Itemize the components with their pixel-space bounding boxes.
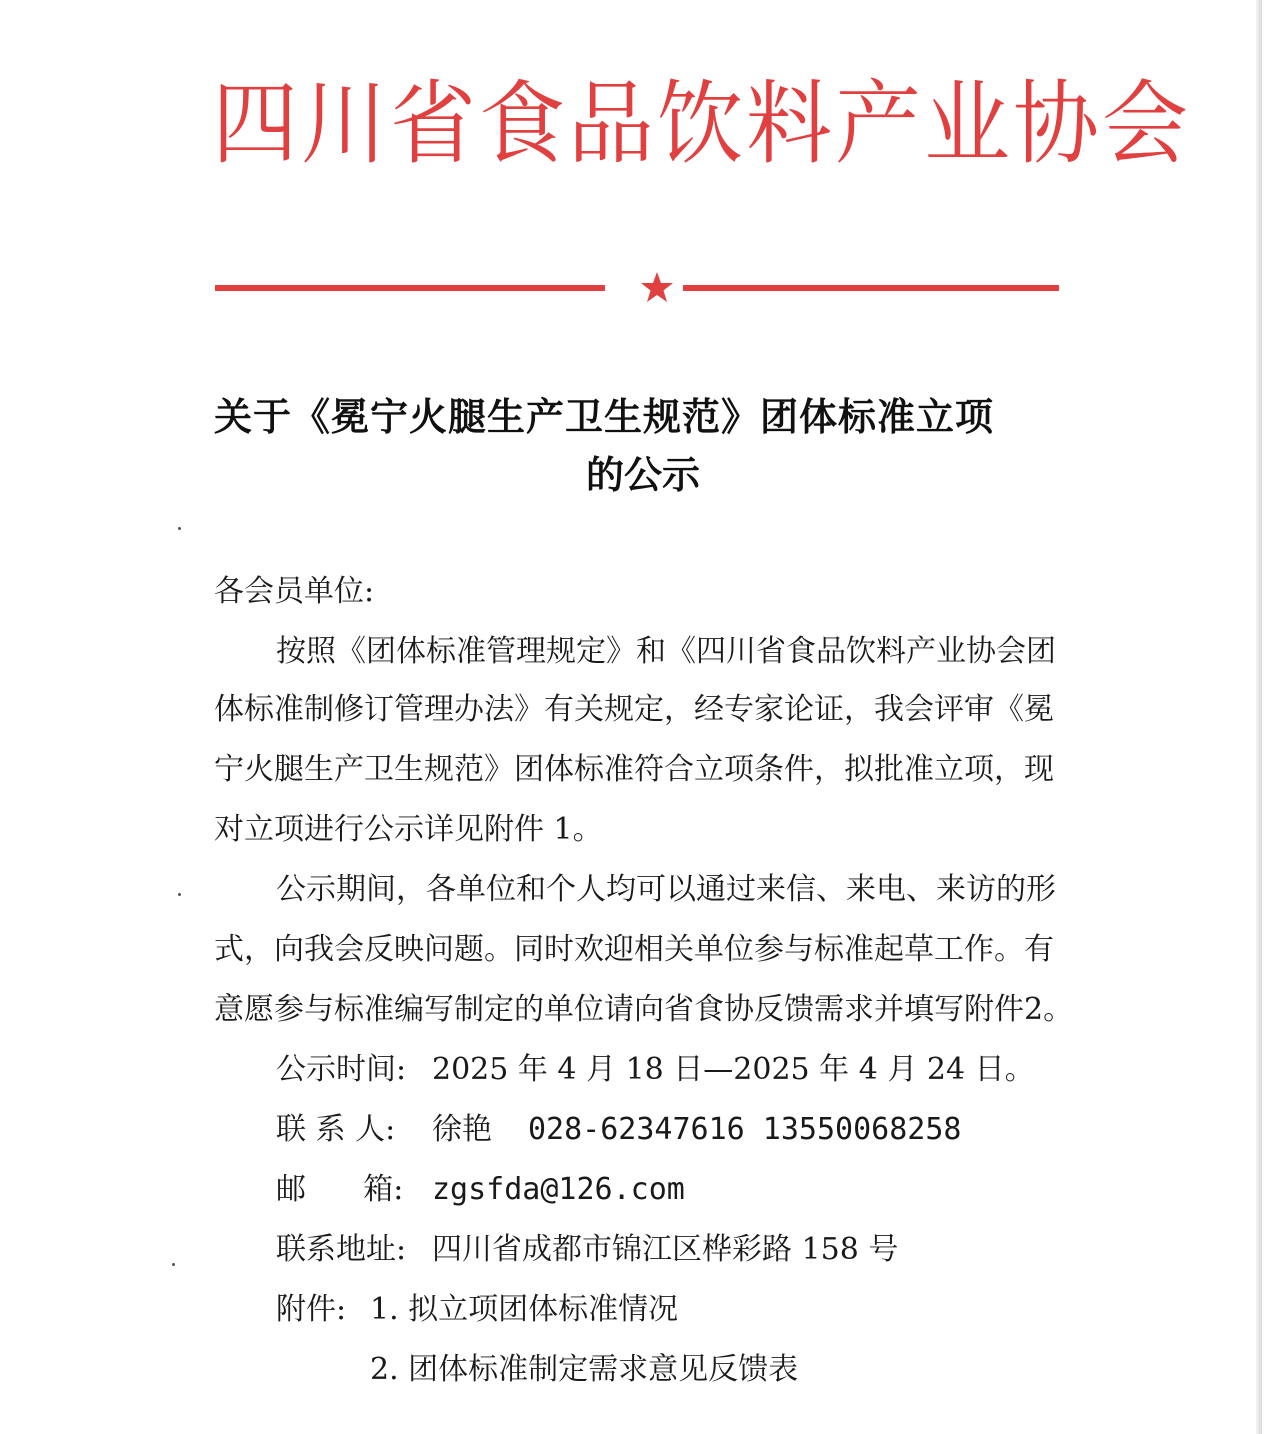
attachment-item: 1. 拟立项团体标准情况 bbox=[370, 1292, 679, 1327]
address-value: 四川省成都市锦江区桦彩路 158 号 bbox=[432, 1232, 899, 1267]
paragraph-1-line-1: 按照《团体标准管理规定》和《四川省食品饮料产业协会团 bbox=[276, 634, 1056, 669]
paragraph-2-line-2: 式，向我会反映问题。同时欢迎相关单位参与标准起草工作。有 bbox=[214, 932, 1054, 967]
scan-speck bbox=[172, 1263, 175, 1266]
attachments-label: 附件: bbox=[276, 1292, 347, 1327]
period-value: 2025 年 4 月 18 日—2025 年 4 月 24 日。 bbox=[432, 1052, 1035, 1087]
letterhead-organization-name: 四川省食品饮料产业协会 bbox=[212, 71, 1191, 178]
paragraph-1-line-2: 体标准制修订管理办法》有关规定，经专家论证，我会评审《冕 bbox=[214, 692, 1054, 727]
scan-speck bbox=[178, 527, 181, 530]
document-title-line-2: 的公示 bbox=[586, 453, 701, 497]
letterhead-rule-right bbox=[683, 285, 1059, 291]
address-label: 联系地址: bbox=[276, 1232, 407, 1267]
page-edge-shadow bbox=[1256, 0, 1262, 1434]
email-label: 邮 箱: bbox=[276, 1172, 404, 1207]
salutation: 各会员单位: bbox=[214, 574, 375, 609]
letterhead-rule-left bbox=[215, 285, 605, 291]
paragraph-2-line-1: 公示期间，各单位和个人均可以通过来信、来电、来访的形 bbox=[276, 872, 1056, 907]
paragraph-1-line-3: 宁火腿生产卫生规范》团体标准符合立项条件，拟批准立项，现 bbox=[214, 752, 1054, 787]
attachment-item: 2. 团体标准制定需求意见反馈表 bbox=[370, 1352, 799, 1387]
period-label: 公示时间: bbox=[276, 1052, 407, 1087]
contact-phones: 028-62347616 13550068258 bbox=[528, 1112, 962, 1147]
contact-person-name: 徐艳 bbox=[432, 1112, 492, 1147]
star-shape bbox=[641, 272, 673, 302]
contact-person-label: 联 系 人: bbox=[276, 1112, 396, 1147]
email-address: zgsfda@126.com bbox=[432, 1172, 685, 1207]
paragraph-1-line-4: 对立项进行公示详见附件 1。 bbox=[214, 812, 603, 847]
paragraph-2-line-3: 意愿参与标准编写制定的单位请向省食协反馈需求并填写附件2。 bbox=[214, 992, 1074, 1027]
star-icon bbox=[640, 270, 674, 304]
scan-speck bbox=[178, 893, 181, 896]
document-title-line-1: 关于《冕宁火腿生产卫生规范》团体标准立项 bbox=[214, 395, 995, 439]
